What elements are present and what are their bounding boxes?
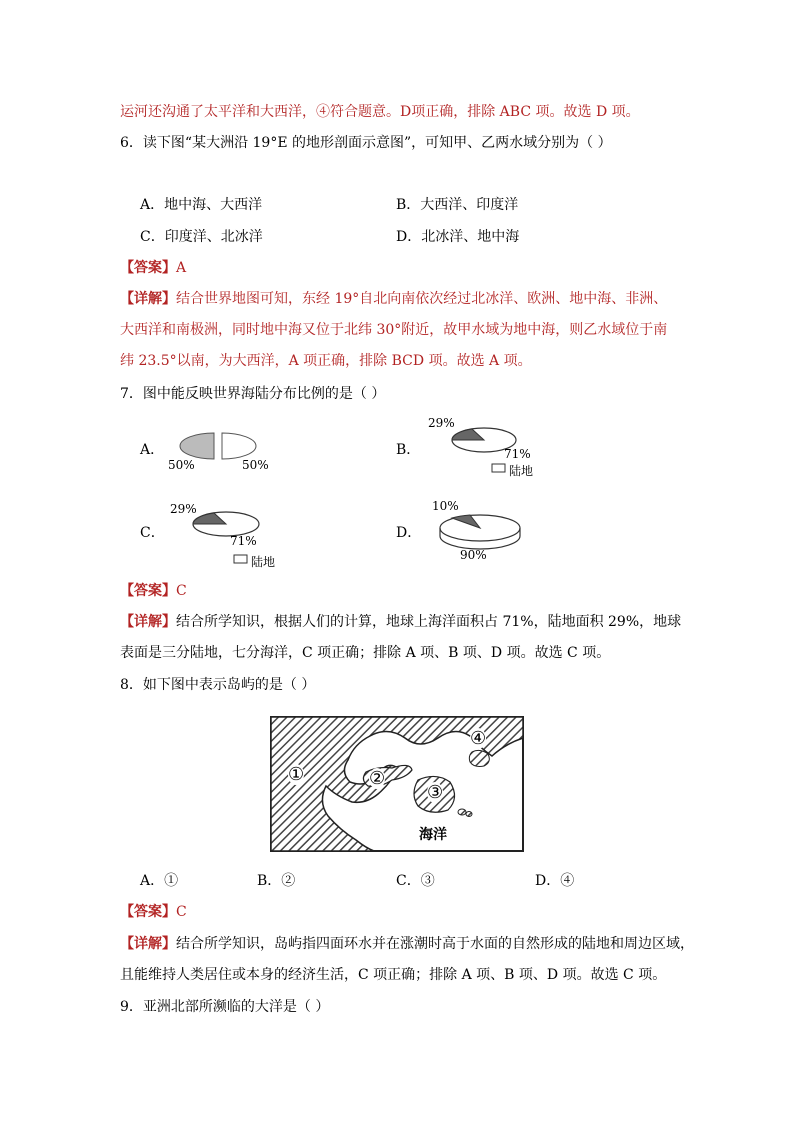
q7-option-a-label: A． [140,442,165,458]
map-label-1: ① [288,764,305,785]
q6-detail-1 [120,289,667,309]
q7-pie-b [420,410,548,486]
map-label-2: ② [369,768,386,789]
detail-tag: 【详解】 [120,291,176,307]
pie-d-small-label: 10% [432,499,459,513]
q8-answer [120,902,187,922]
detail-text: 结合所学知识，岛屿指四面环水并在涨潮时高于水面的自然形成的陆地和周边区域， [176,936,694,952]
q6-detail-2: 大西洋和南极洲，同时地中海又位于北纬 30°附近，故甲水域为地中海，则乙水域位于南 [120,322,668,338]
answer-value: C [176,904,187,920]
pie-d-big-label: 90% [460,548,487,562]
q8-option-c: C．③ [396,873,435,889]
detail-tag: 【详解】 [120,936,176,952]
q6-detail-3: 纬 23.5°以南，为大西洋，A 项正确，排除 BCD 项。故选 A 项。 [120,353,532,369]
answer-tag: 【答案】 [120,260,176,276]
pie-b-legend: 陆地 [509,464,534,478]
q6-option-c: C．印度洋、北冰洋 [140,229,263,245]
map-ocean-label: 海洋 [419,827,447,843]
pie-b-small-label: 29% [428,416,455,430]
q9-stem: 9．亚洲北部所濒临的大洋是（ ） [120,999,330,1015]
q8-detail-1 [120,934,694,954]
q6-option-b: B．大西洋、印度洋 [396,197,519,213]
q8-option-d: D．④ [535,873,575,889]
pie-c-legend: 陆地 [251,555,276,569]
q7-answer [120,581,187,601]
pie-a-left-label: 50% [168,458,195,472]
q7-detail-1 [120,612,681,632]
q8-detail-2: 且能维持人类居住或本身的经济生活，C 项正确；排除 A 项、B 项、D 项。故选 C 项。 [120,967,667,983]
map-label-3: ③ [427,782,444,803]
q6-option-a: A．地中海、大西洋 [140,197,263,213]
q7-pie-c [162,496,290,570]
q6-stem: 6．读下图“某大洲沿 19°E 的地形剖面示意图”，可知甲、乙两水域分别为（ ） [120,135,612,151]
q7-option-b-label: B． [396,442,421,458]
q7-stem: 7．图中能反映世界海陆分布比例的是（ ） [120,386,386,402]
pie-c-small-label: 29% [170,502,197,516]
pie-b-big-label: 71% [504,447,531,461]
q7-pie-d [420,496,548,568]
q7-detail-2: 表面是三分陆地，七分海洋，C 项正确；排除 A 项、B 项、D 项。故选 C 项。 [120,645,611,661]
intro-text: 运河还沟通了太平洋和大西洋，④符合题意。D项正确，排除 ABC 项。故选 D 项。 [120,104,640,120]
pie-a-right-label: 50% [242,458,269,472]
detail-text: 结合所学知识，根据人们的计算，地球上海洋面积占 71%，陆地面积 29%，地球 [176,614,682,630]
q8-stem: 8．如下图中表示岛屿的是（ ） [120,677,316,693]
answer-value: C [176,583,187,599]
q8-option-a: A．① [140,873,179,889]
pie-c-big-label: 71% [230,534,257,548]
answer-value: A [176,260,187,276]
detail-tag: 【详解】 [120,614,176,630]
q7-pie-a [160,425,280,480]
map-label-4: ④ [470,728,487,749]
q7-option-c-label: C． [140,525,165,541]
q6-option-d: D．北冰洋、地中海 [396,229,520,245]
q7-option-d-label: D． [396,525,422,541]
q6-answer [120,258,186,278]
answer-tag: 【答案】 [120,904,176,920]
answer-tag: 【答案】 [120,583,176,599]
detail-text: 结合世界地图可知，东经 19°自北向南依次经过北冰洋、欧洲、地中海、非洲、 [176,291,668,307]
q8-option-b: B．② [257,873,296,889]
q8-island-map [270,716,524,852]
